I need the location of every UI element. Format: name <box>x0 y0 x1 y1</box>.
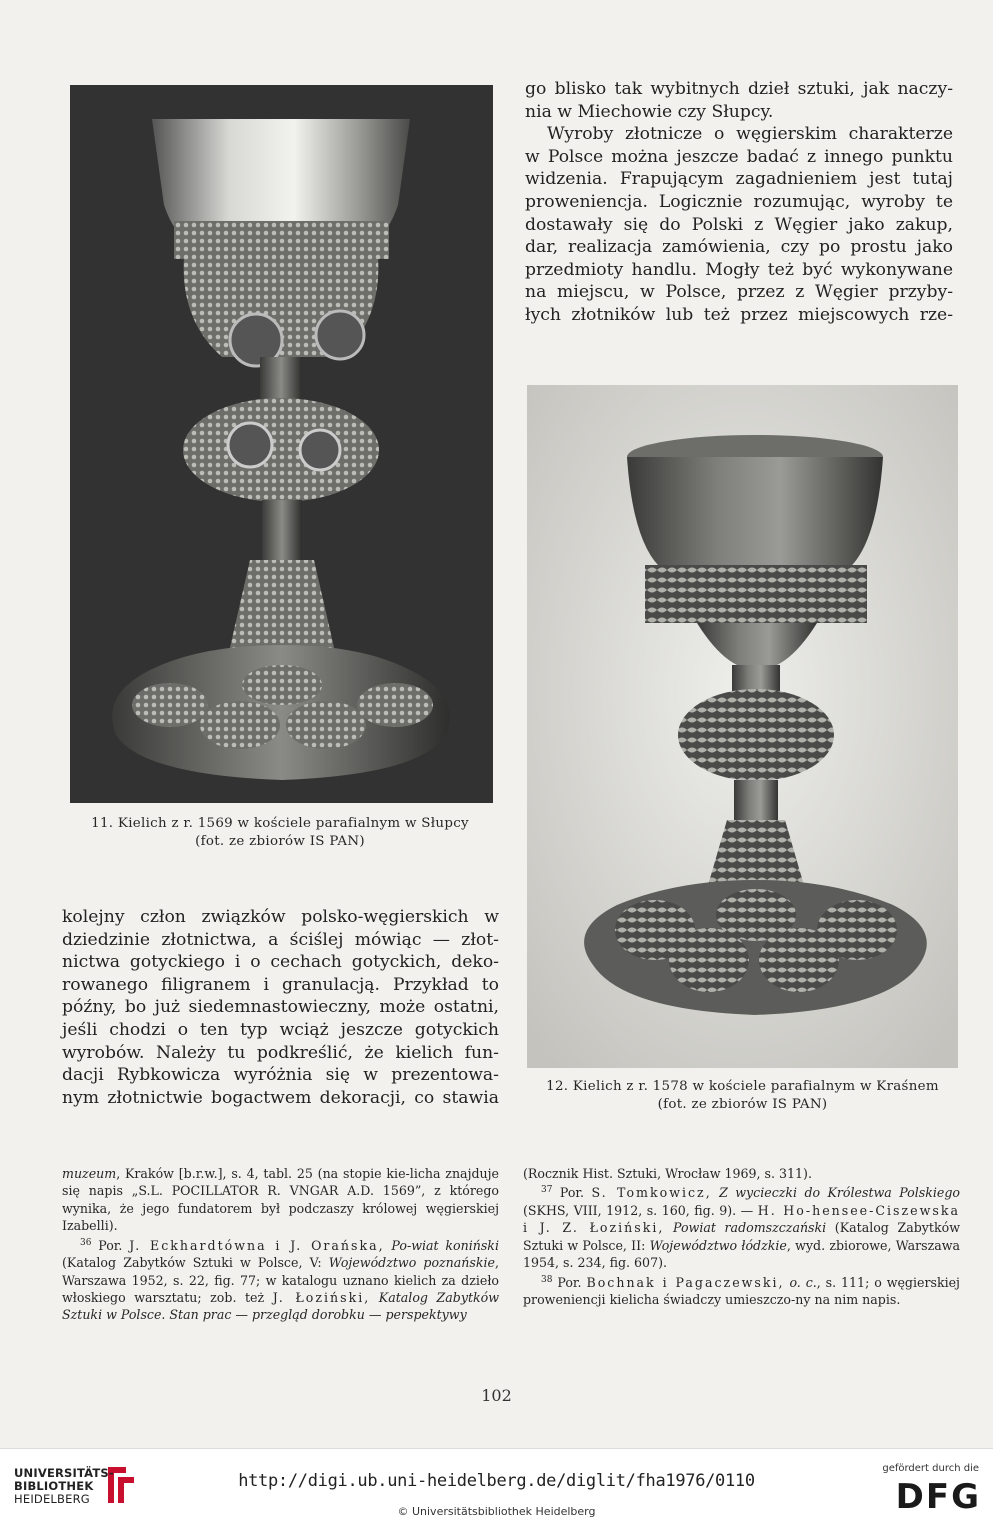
page-number: 102 <box>481 1386 512 1405</box>
text-line: późny, bo już siedemnastowieczny, może ostatni, <box>62 997 499 1018</box>
text-line: dacji Rybkowicza wyróżnia się w prezentowa- <box>62 1065 499 1086</box>
copyright-notice: © Universitätsbibliothek Heidelberg <box>397 1505 596 1518</box>
text-line: proweniencja. Logicznie rozumując, wyroby te <box>525 191 953 212</box>
footnote-38: $^{38}$ Por. Bochnak i Pagaczewski, o. c., s. 111; o węgierskiej proweniencji kielicha świadczy umieszczo-ny na nim napis. <box>523 1274 960 1308</box>
left-column-bottom-text <box>62 906 499 1109</box>
permalink-url[interactable]: http://digi.ub.uni-heidelberg.de/diglit/fha1976/0110 <box>238 1471 755 1491</box>
chalice-photo-krasne <box>527 385 958 1068</box>
caption-line: 12. Kielich z r. 1578 w kościele parafialnym w Kraśnem <box>546 1079 939 1094</box>
chalice-photo-slupca <box>70 85 493 803</box>
text-line: nia w Miechowie czy Słupcy. <box>525 101 774 122</box>
right-column-top-text <box>525 78 953 327</box>
footnotes-right <box>523 1165 960 1309</box>
text-line: go blisko tak wybitnych dzieł sztuki, jak naczy- <box>525 79 953 99</box>
figure-12-caption <box>520 1078 965 1114</box>
text-line: dziedzinie złotnictwa, a ściślej mówiąc — złot- <box>62 929 499 950</box>
text-line: wyrobów. Należy tu podkreślić, że kielich fun- <box>62 1042 499 1063</box>
text-line: dar, realizacja zamówienia, czy po prostu jako <box>525 237 953 258</box>
footnote-continuation: (Rocznik Hist. Sztuki, Wrocław 1969, s. 311). <box>523 1166 812 1181</box>
figure-11-caption <box>60 815 500 851</box>
library-name[interactable]: UNIVERSITÄTS- BIBLIOTHEK HEIDELBERG <box>14 1466 114 1506</box>
dfg-logo[interactable]: DFG <box>895 1477 981 1517</box>
caption-line: 11. Kielich z r. 1569 w kościele parafialnym w Słupcy <box>91 816 469 831</box>
text-line: dostawały się do Polski z Węgier jako zakup, <box>525 214 953 235</box>
text-line: przedmioty handlu. Mogły też być wykonywane <box>525 259 953 280</box>
text-line: nictwa gotyckiego i o cechach gotyckich, deko- <box>62 952 499 973</box>
viewer-footer <box>0 1448 993 1529</box>
text-line: widzenia. Frapującym zagadnieniem jest tutaj <box>525 169 953 190</box>
footnotes-left <box>62 1165 499 1324</box>
caption-line: (fot. ze zbiorów IS PAN) <box>657 1097 828 1112</box>
text-line: rowanego filigranem i granulacją. Przykład to <box>62 974 499 995</box>
text-line: łych złotników lub też przez miejscowych rze- <box>525 304 953 325</box>
text-line: nym złotnictwie bogactwem dekoracji, co stawia <box>62 1087 499 1108</box>
text-line: na miejscu, w Polsce, przez z Węgier przyby- <box>525 282 953 303</box>
text-line: jeśli chodzi o ten typ wciąż jeszcze gotyckich <box>62 1019 499 1040</box>
caption-line: (fot. ze zbiorów IS PAN) <box>195 834 365 849</box>
footnote-36: $^{36}$ Por. J. Eckhardtówna i J. Orańska, Po-wiat koniński (Katalog Zabytków Sztuki w Polsce, V: Województwo poznańskie, Warszawa 1952, s. 22, fig. 77; w katalogu uznano kielich za dzieło włoskiego warsztatu; zob. też J. Łoziński, Katalog Zabytków Sztuki w Polsce. Stan prac — przegląd dorobku — perspektywy <box>62 1237 500 1323</box>
footnote-continuation: muzeum, Kraków [b.r.w.], s. 4, tabl. 25 (na stopie kie-licha znajduje się napis „S.L. POCILLATOR R. VNGAR A.D. 1569”, z którego wynika, że jego fundatorem był podczaszy królowej węgierskiej Izabelli). <box>62 1166 499 1234</box>
footnote-37: $^{37}$ Por. S. Tomkowicz, Z wycieczki do Królestwa Polskiego (SKHS, VIII, 1912, s. 160, fig. 9). — H. Ho-hensee-Ciszewska i J. Z. Łoziński, Powiat radomszczański (Katalog Zabytków Sztuki w Polsce, II: Województwo łódzkie, wyd. zbiorowe, Warszawa 1954, s. 234, fig. 607). <box>523 1185 961 1271</box>
text-line: w Polsce można jeszcze badać z innego punktu <box>525 146 953 167</box>
text-line: kolejny człon związków polsko-węgierskich w <box>62 907 499 927</box>
funding-label: gefördert durch die <box>882 1463 979 1474</box>
text-line: Wyroby złotnicze o węgierskim charakterze <box>547 124 953 145</box>
